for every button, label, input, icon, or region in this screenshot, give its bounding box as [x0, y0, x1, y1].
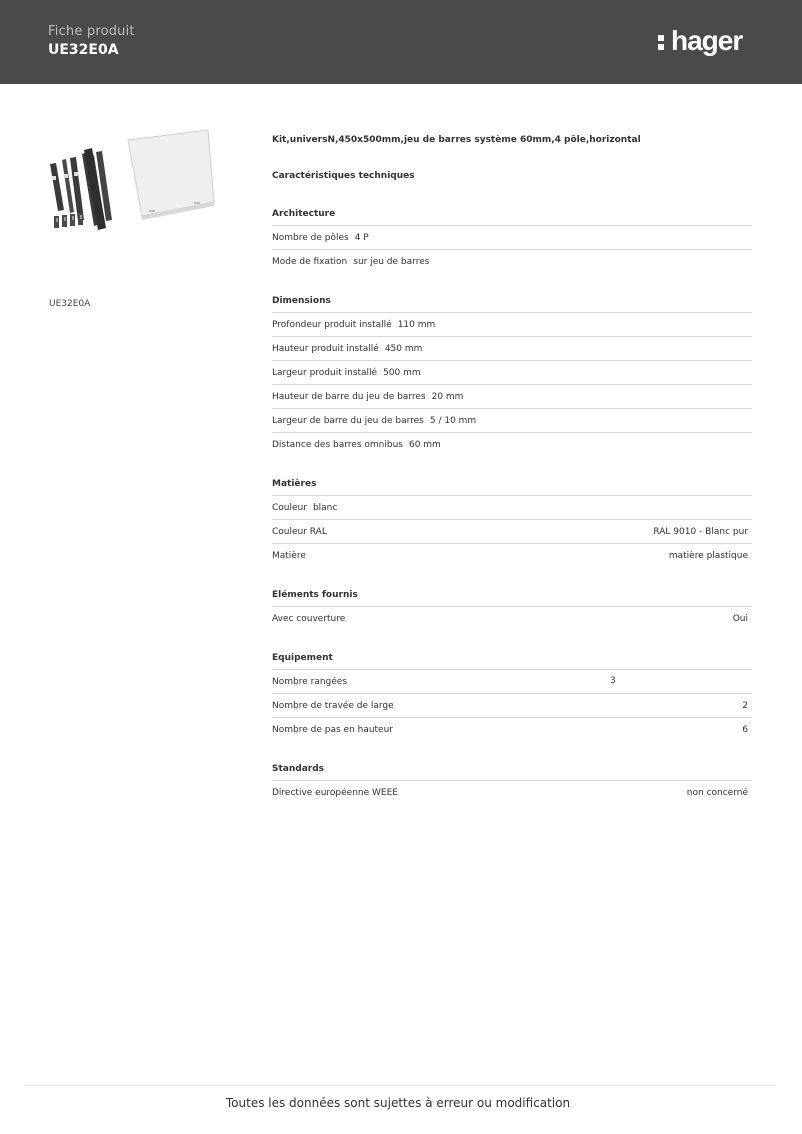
group-title: Matières [272, 473, 752, 496]
table-row [272, 250, 752, 273]
table-row [272, 496, 752, 520]
row-value: 6 [742, 725, 748, 735]
table-row [272, 520, 752, 544]
row-label: Largeur produit installé [272, 368, 378, 378]
table-row [272, 313, 752, 337]
product-image [44, 124, 216, 240]
row-value: 4 P [354, 233, 369, 243]
row-label: Avec couverture [272, 614, 346, 624]
product-reference: UE32E0A [48, 42, 119, 58]
row-label: Nombre de pôles [272, 233, 349, 243]
footer-divider [24, 1085, 776, 1086]
row-value: 2 [742, 701, 748, 711]
table-row [272, 670, 752, 694]
table-row [272, 718, 752, 741]
row-label: Largeur de barre du jeu de barres [272, 416, 424, 426]
row-value: Oui [732, 614, 748, 624]
footer-disclaimer: Toutes les données sont sujettes à erreur ou modification [225, 1096, 571, 1110]
page-header [0, 0, 802, 84]
row-value: 110 mm [397, 320, 436, 330]
row-label: Mode de fixation [272, 257, 348, 267]
row-label: Nombre de pas en hauteur [272, 725, 394, 735]
row-value: RAL 9010 - Blanc pur [653, 527, 748, 537]
group-equipment [272, 647, 752, 741]
table-row [272, 337, 752, 361]
logo-wordmark: hager [671, 25, 743, 56]
row-label: Directive européenne WEEE [272, 788, 398, 798]
group-dimensions [272, 290, 752, 456]
row-label: Hauteur de barre du jeu de barres [272, 392, 426, 402]
group-standards [272, 758, 752, 804]
row-value: 3 [610, 676, 616, 686]
hager-logo [656, 24, 742, 58]
row-value: 60 mm [408, 440, 441, 450]
group-title: Equipement [272, 647, 752, 670]
row-value: 500 mm [383, 368, 421, 378]
row-label: Hauteur produit installé [272, 344, 379, 354]
row-label: Matière [272, 551, 306, 561]
logo-dots-icon [656, 31, 670, 51]
row-value: 450 mm [384, 344, 423, 354]
table-row [272, 361, 752, 385]
row-label: Distance des barres omnibus [272, 440, 403, 450]
document-type: Fiche produit [48, 24, 135, 39]
table-row [272, 694, 752, 718]
row-label: Nombre de travée de large [272, 701, 394, 711]
row-value: 20 mm [431, 392, 464, 402]
group-title: Standards [272, 758, 752, 781]
row-value: non concerné [686, 788, 748, 798]
group-title: Architecture [272, 203, 752, 226]
row-value: blanc [312, 503, 338, 513]
row-label: Nombre rangées [272, 677, 348, 687]
table-row [272, 409, 752, 433]
table-row [272, 433, 752, 456]
table-row [272, 607, 752, 630]
product-details [272, 130, 752, 804]
table-row [272, 385, 752, 409]
table-row [272, 226, 752, 250]
image-caption: UE32E0A [49, 299, 91, 309]
row-label: Profondeur produit installé [272, 320, 392, 330]
group-title: Dimensions [272, 290, 752, 313]
table-row [272, 544, 752, 567]
section-heading: Caractéristiques techniques [272, 171, 415, 181]
row-value: matière plastique [668, 551, 748, 561]
group-supplied-items [272, 584, 752, 630]
group-architecture [272, 203, 752, 273]
row-label: Couleur [272, 503, 307, 513]
row-value: 5 / 10 mm [429, 416, 477, 426]
product-title: Kit,universN,450x500mm,jeu de barres système 60mm,4 pôle,horizontal [272, 135, 641, 145]
group-title: Eléments fournis [272, 584, 752, 607]
row-label: Couleur RAL [272, 527, 327, 537]
table-row [272, 781, 752, 804]
row-value: sur jeu de barres [353, 257, 430, 267]
group-materials [272, 473, 752, 567]
